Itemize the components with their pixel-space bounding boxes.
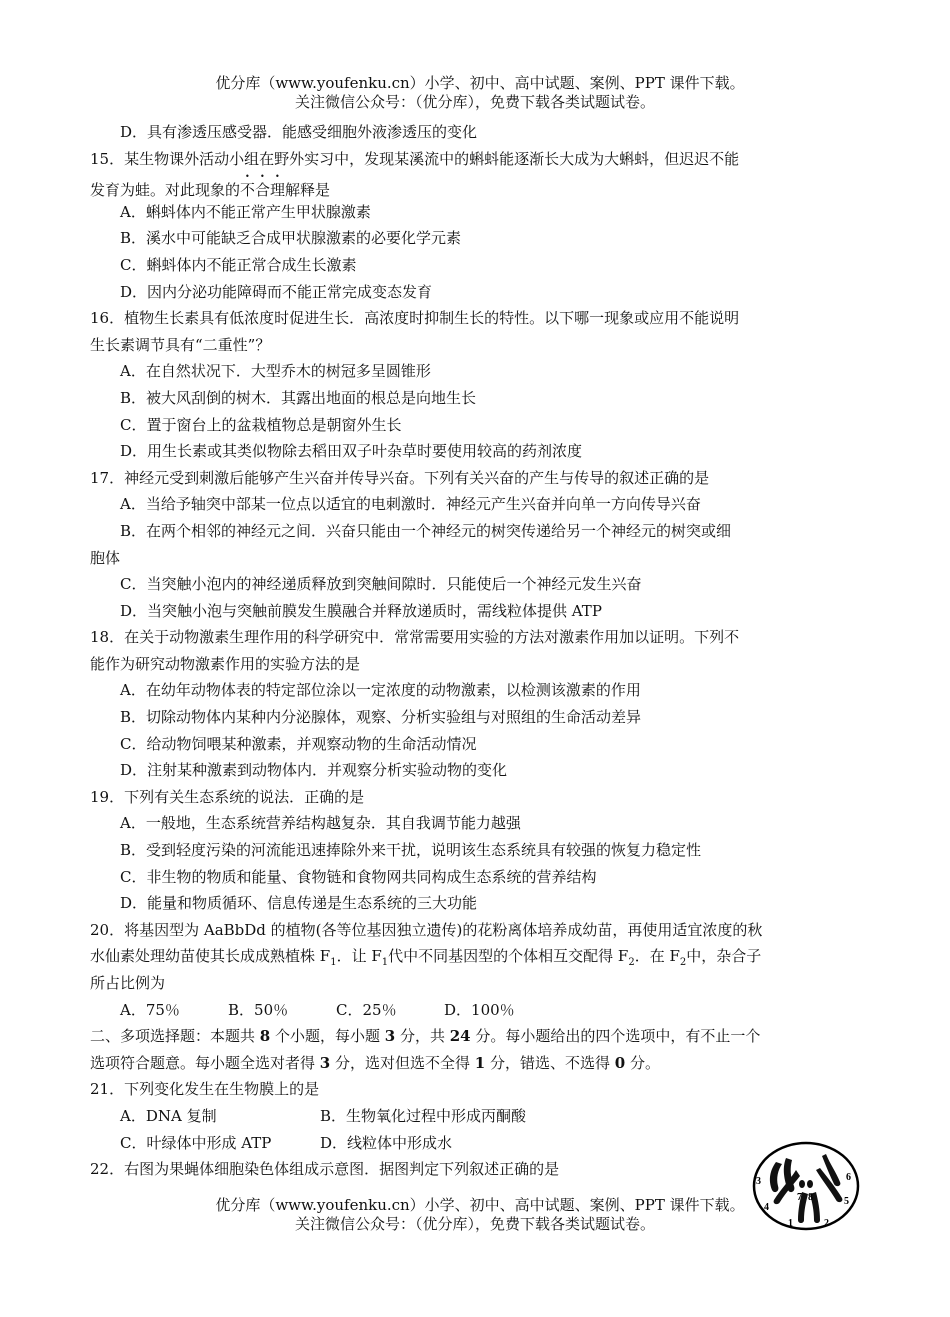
section2-text: 分，错选、不选得: [485, 1053, 615, 1072]
q15-stem-2c: 解释是: [285, 181, 331, 200]
q21-stem-1: 21．下列变化发生在生物膜上的是: [90, 1080, 320, 1099]
q17-option-d: D．当突触小泡与突触前膜发生膜融合并释放递质时，需线粒体提供 ATP: [120, 601, 602, 620]
label-3: 3: [756, 1176, 761, 1187]
q18-stem-2: 能作为研究动物激素作用的实验方法的是: [90, 654, 361, 673]
chromosome-8: [807, 1180, 813, 1188]
label-7: 7: [797, 1192, 802, 1203]
q15-emphasis: 不合理: [240, 181, 286, 200]
q17-option-a: A．当给予轴突中部某一位点以适宜的电刺激时．神经元产生兴奋并向单一方向传导兴奋: [120, 495, 701, 514]
q16-option-a: A．在自然状况下．大型乔木的树冠多呈圆锥形: [120, 362, 431, 381]
q16-option-d: D．用生长素或其类似物除去稻田双子叶杂草时要使用较高的药剂浓度: [120, 442, 583, 461]
q16-stem-1: 16．植物生长素具有低浓度时促进生长．高浓度时抑制生长的特性。以下哪一现象或应用不能说明: [90, 309, 740, 328]
q21-option-c: C．叶绿体中形成 ATP: [120, 1133, 272, 1152]
q21-options-row-2: [90, 1130, 865, 1157]
q15-stem-2a: 发育为蛙。对此现象的: [90, 181, 241, 200]
label-2: 2: [824, 1218, 829, 1229]
q15-stem-1: 15．某生物课外活动小组在野外实习中，发现某溪流中的蝌蚪能逐渐长大成为大蝌蚪，但迟迟不能: [90, 149, 740, 168]
q20-sub-4: 2: [679, 957, 687, 969]
q20-stem-2c: 代中不同基因型的个体相互交配得 F: [388, 947, 629, 966]
section2-text: 个小题，每小题: [270, 1027, 385, 1046]
q19-stem-1: 19．下列有关生态系统的说法．正确的是: [90, 787, 365, 806]
q19-option-d: D．能量和物质循环、信息传递是生态系统的三大功能: [120, 894, 478, 913]
q15-stem-2: [90, 172, 865, 199]
q15-option-c: C．蝌蚪体内不能正常合成生长激素: [120, 255, 357, 274]
q19-option-a: A．一般地，生态系统营养结构越复杂．其自我调节能力越强: [120, 814, 521, 833]
q17-option-c: C．当突触小泡内的神经递质释放到突触间隙时．只能使后一个神经元发生兴奋: [120, 575, 642, 594]
header-line-2: 关注微信公众号：（优分库），免费下载各类试题试卷。: [294, 93, 655, 111]
q16-stem-2: 生长素调节具有“二重性”？: [90, 335, 271, 354]
q14-option-d: D．具有渗透压感受器．能感受细胞外液渗透压的变化: [120, 123, 478, 141]
section2-total: 24: [449, 1027, 471, 1046]
section2-line-1: [90, 1023, 865, 1050]
q20-options: [90, 997, 865, 1024]
section2-text: 二、多项选择题：本题共: [90, 1027, 260, 1046]
q20-option-d: D．100％: [444, 1000, 515, 1019]
section2-text: 分，共: [395, 1027, 450, 1046]
section2-text: 分。: [625, 1053, 660, 1072]
q20-stem-2: [90, 943, 865, 970]
section2-count: 8: [259, 1027, 271, 1046]
q17-stem-1: 17．神经元受到刺激后能够产生兴奋并传导兴奋。下列有关兴奋的产生与传导的叙述正确的是: [90, 468, 710, 487]
label-1: 1: [788, 1218, 793, 1229]
section2-text: 分。每小题给出的四个选项中，有不止一个: [470, 1027, 761, 1046]
q18-stem-1: 18．在关于动物激素生理作用的科学研究中．常常需要用实验的方法对激素作用加以证明。下列不: [90, 628, 740, 647]
label-4: 4: [764, 1202, 769, 1213]
section2-partial-score: 1: [474, 1053, 486, 1072]
q21-option-a: A．DNA 复制: [120, 1106, 217, 1125]
q21-option-d: D．线粒体中形成水: [320, 1133, 453, 1152]
q20-sub-3: 2: [628, 957, 635, 969]
q20-stem-3: 所占比例为: [90, 974, 166, 992]
section2-line-2: [90, 1050, 865, 1077]
q20-stem-2b: ．让 F: [336, 947, 382, 966]
q20-stem-1: 20．将基因型为 AaBbDd 的植物(各等位基因独立遗传)的花粉离体培养成幼苗，再使用适宜浓度的秋: [90, 920, 763, 939]
section2-full-score: 3: [319, 1053, 331, 1072]
q17-option-b-2: 胞体: [90, 548, 121, 567]
q16-option-c: C．置于窗台上的盆栽植物总是朝窗外生长: [120, 415, 402, 434]
section2-zero-score: 0: [614, 1053, 626, 1072]
q21-option-b: B．生物氧化过程中形成丙酮酸: [320, 1106, 527, 1125]
q20-sub-2: 1: [381, 957, 389, 969]
header-line-1: 优分库（www.youfenku.cn）小学、初中、高中试题、案例、PPT 课件下载。: [215, 74, 745, 92]
q18-option-a: A．在幼年动物体表的特定部位涂以一定浓度的动物激素，以检测该激素的作用: [120, 681, 641, 700]
chromosome-7: [799, 1180, 805, 1188]
footer-line-2: 关注微信公众号：（优分库），免费下载各类试题试卷。: [294, 1215, 655, 1233]
q19-option-b: B．受到轻度污染的河流能迅速捧除外来干扰，说明该生态系统具有较强的恢复力稳定性: [120, 841, 702, 860]
q18-option-b: B．切除动物体内某种内分泌腺体，观察、分析实验组与对照组的生命活动差异: [120, 708, 642, 727]
page-header: [0, 74, 950, 112]
q17-option-b-1: B．在两个相邻的神经元之间．兴奋只能由一个神经元的树突传递给另一个神经元的树突或细: [120, 521, 732, 540]
q16-option-b: B．被大风刮倒的树木．其露出地面的根总是向地生长: [120, 388, 477, 407]
label-8: 8: [808, 1192, 813, 1203]
q22-stem-1: 22．右图为果蝇体细胞染色体组成示意图．据图判定下列叙述正确的是: [90, 1160, 560, 1179]
q20-stem-2e: 中，杂合子: [686, 947, 762, 966]
q15-option-d: D．因内分泌功能障碍而不能正常完成变态发育: [120, 282, 433, 301]
section2-text: 选项符合题意。每小题全选对者得: [90, 1053, 320, 1072]
q20-option-b: B．50％: [228, 1000, 289, 1019]
q20-sub-1: 1: [330, 957, 337, 969]
section2-points: 3: [384, 1027, 396, 1046]
label-6: 6: [846, 1172, 851, 1183]
q18-option-d: D．注射某种激素到动物体内．并观察分析实验动物的变化: [120, 761, 508, 780]
q18-option-c: C．给动物饲喂某种激素，并观察动物的生命活动情况: [120, 734, 477, 753]
q20-option-c: C．25％: [336, 1000, 397, 1019]
section2-text: 分，选对但选不全得: [330, 1053, 475, 1072]
q15-option-b: B．溪水中可能缺乏合成甲状腺激素的必要化学元素: [120, 229, 462, 248]
footer-line-1: 优分库（www.youfenku.cn）小学、初中、高中试题、案例、PPT 课件下载。: [215, 1196, 745, 1214]
q20-option-a: A．75％: [120, 1000, 180, 1019]
label-5: 5: [844, 1196, 849, 1207]
q15-option-a: A．蝌蚪体内不能正常产生甲状腺激素: [120, 202, 371, 221]
page-footer: [0, 1196, 950, 1234]
q20-stem-2a: 水仙素处理幼苗使其长成成熟植株 F: [90, 947, 331, 966]
q19-option-c: C．非生物的物质和能量、食物链和食物网共同构成生态系统的营养结构: [120, 867, 597, 886]
exam-body: [90, 119, 865, 1183]
q21-options-row-1: [90, 1103, 865, 1130]
q20-stem-2d: ．在 F: [634, 947, 680, 966]
